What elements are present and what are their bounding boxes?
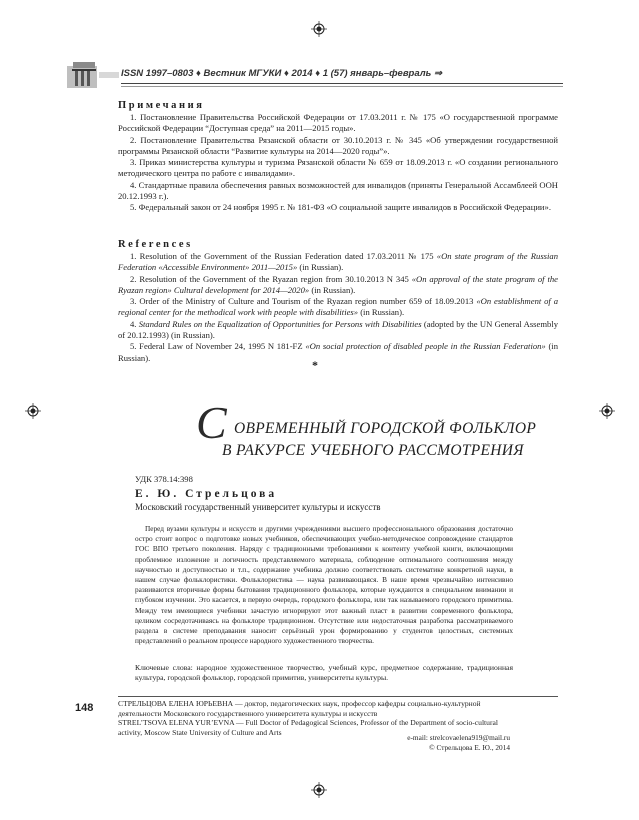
reference-item xyxy=(118,296,558,319)
author-name: Е. Ю. Стрельцова xyxy=(135,488,278,500)
reference-title: «On social protection of disabled people in the Russian Federation» xyxy=(305,341,546,352)
journal-header: ISSN 1997–0803 ♦ Вестник МГУКИ ♦ 2014 ♦ 1 (57) январь–февраль ⇒ xyxy=(121,68,442,79)
reference-item xyxy=(118,341,558,364)
notes-item: 3. Приказ министерства культуры и туризма Рязанской области № 659 от 18.09.2013 г. «О создании регионального методического центра по работе с инвалидами». xyxy=(118,157,558,179)
reference-title: «On approval of the state program of the Ryazan region» Cultural development for 2014—2020» xyxy=(118,273,558,295)
notes-item: 5. Федеральный закон от 24 ноября 1995 г. № 181-ФЗ «О социальной защите инвалидов в Российской Федерации». xyxy=(130,202,551,213)
page-number: 148 xyxy=(75,702,94,714)
reference-item xyxy=(118,319,558,342)
journal-logo-icon xyxy=(67,62,119,88)
author-bio-ru: СТРЕЛЬЦОВА ЕЛЕНА ЮРЬЕВНА — доктор, педагогических наук, профессор кафедры социально-культурной деятельности Московского государственного университета культуры и искусств xyxy=(118,699,481,718)
author-contact xyxy=(380,733,510,752)
registration-mark-bottom-icon xyxy=(311,782,327,798)
reference-note: (in Russian). xyxy=(358,307,405,318)
abstract xyxy=(135,524,513,646)
article-title-line-1: ОВРЕМЕННЫЙ ГОРОДСКОЙ ФОЛЬКЛОР xyxy=(234,420,537,437)
title-initial: С xyxy=(196,397,227,448)
reference-text: 2. Resolution of the Government of the Ryazan region from 30.10.2013 N 345 xyxy=(130,273,412,284)
section-separator: * xyxy=(312,358,318,372)
bio-divider xyxy=(118,696,558,697)
reference-text: 4. xyxy=(130,318,139,329)
keywords: Ключевые слова: народное художественное творчество, учебный курс, предметное содержание, традиционная культура, городской фольклор, городской примитив, университеты культуры. xyxy=(135,663,513,683)
references-title: References xyxy=(118,239,193,250)
reference-title: Standard Rules on the Equalization of Opportunities for Persons with Disabilities xyxy=(138,318,422,329)
notes-item: 4. Стандартные правила обеспечения равных возможностей для инвалидов (приняты Генеральной Ассамблеей ООН 20.12.1993 г.). xyxy=(118,179,558,202)
author-bio xyxy=(118,699,518,738)
author-affiliation: Московский государственный университет культуры и искусств xyxy=(135,502,381,512)
copyright: © Стрельцова Е. Ю., 2014 xyxy=(429,742,510,752)
author-bio-en: STREL’TSOVA ELENA YUR’EVNA — Full Doctor of Pedagogical Sciences, Professor of the Department of socio-cultural activity, Moscow State University of Culture and Arts xyxy=(118,718,498,738)
registration-mark-right-icon xyxy=(599,403,615,419)
reference-text: 1. Resolution of the Government of the Russian Federation dated 17.03.2011 № 175 xyxy=(130,251,437,261)
author-email: e-mail: strelcovaelena919@mail.ru xyxy=(407,733,510,742)
reference-note: (in Russian). xyxy=(309,284,356,295)
reference-title: «On establishment of a regional center for the methodical work with people with disabilities» xyxy=(118,296,558,318)
notes-section xyxy=(118,99,558,214)
reference-note: (in Russian). xyxy=(118,341,558,363)
notes-item: 2. Постановление Правительства Рязанской области от 30.10.2013 г. № 345 «Об утверждении государственной программы Рязанской области “Развитие культуры на 2014—2020 годы”». xyxy=(118,134,558,156)
article-title-line-2: В РАКУРСЕ УЧЕБНОГО РАССМОТРЕНИЯ xyxy=(222,442,524,459)
header-divider-thin xyxy=(121,86,563,87)
reference-note: (in Russian). xyxy=(297,262,344,273)
reference-title: «On state program of the Russian Federation «Accessible Environment» 2011—2015» xyxy=(118,251,559,273)
references-section xyxy=(118,238,558,364)
reference-text: 5. Federal Law of November 24, 1995 N 181-FZ xyxy=(130,341,306,352)
reference-item xyxy=(118,274,558,297)
registration-mark-left-icon xyxy=(25,403,41,419)
reference-note: (adopted by the UN General Assembly of 20.12.1993) (in Russian). xyxy=(118,318,559,341)
reference-text: 3. Order of the Ministry of Culture and Tourism of the Ryazan region number 659 of 18.09.2013 xyxy=(130,296,477,307)
notes-item: 1. Постановление Правительства Российской Федерации от 17.03.2011 г. № 175 «О государственной программе Российской Федерации “Доступная среда” на 2011—2015 годы». xyxy=(118,112,558,134)
registration-mark-top-icon xyxy=(311,21,327,37)
udk-code: УДК 378.14:398 xyxy=(135,474,193,484)
reference-item xyxy=(118,251,558,274)
header-divider xyxy=(121,83,563,84)
notes-title: Примечания xyxy=(118,100,205,111)
abstract-text: Перед вузами культуры и искусств и другими учреждениями высшего профессионального образования достаточно остро стоит вопрос о подготовке новых учебников, обеспечивающих учебно-методическое сопровождение стандартов ГОС ВПО третьего поколения. Наряду с традиционными требованиями к контенту учебной книги, включающими проблемное изложение и логичность представляемого материала, соблюдение оптимального соотношения между научностью и доступностью и т.п., содержание учебника должно соответствовать систематике конкретной науки, в нашем случае фольклористики. Фольклористика — наука развивающаяся. В наше время чрезвычайно интенсивно развиваются вторичные формы бытования традиционного фольклора, которые нуждаются в специальном внимании и глубоком изучении. Это касается, в первую очередь, городского фольклора, или так называемого городского примитива. Между тем имеющиеся учебники зачастую игнорируют этот важный пласт в развитии современного фольклора, целиком сосредотачиваясь на фольклоре традиционном. Отсутствие или недостаточная разработка рассматриваемого раздела в системе преподавания наносит серьёзный урон формированию у студентов целостных, системных представлений о реальном процессе народного художественного творчества. xyxy=(135,524,513,646)
